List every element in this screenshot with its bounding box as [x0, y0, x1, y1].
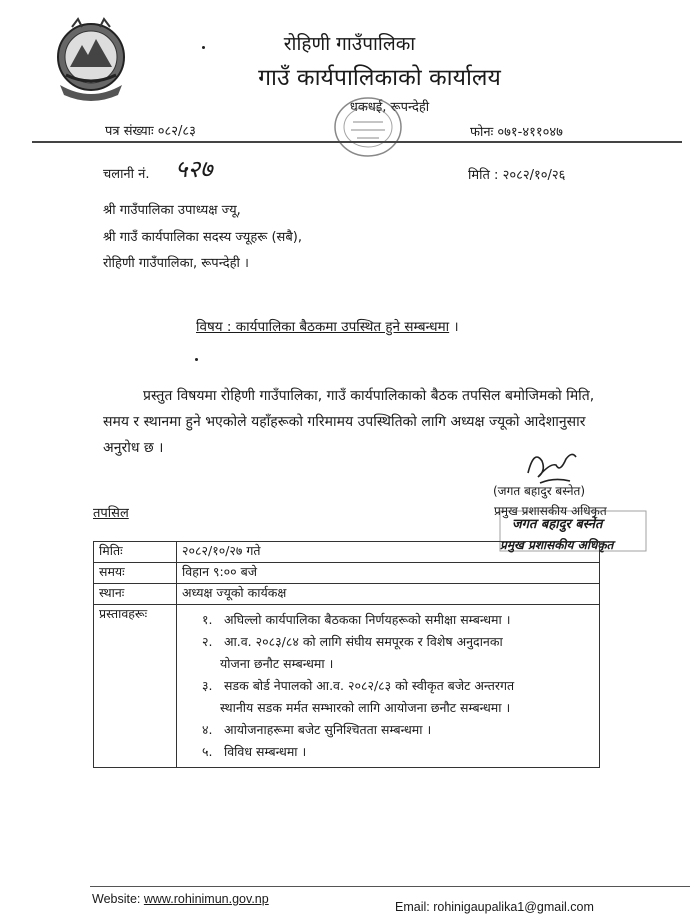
list-item [202, 741, 594, 763]
agenda-number: ४. [202, 722, 213, 737]
agenda-cell [177, 605, 600, 768]
place-value: अध्यक्ष ज्यूको कार्यकक्ष [177, 584, 600, 605]
recipient-line: रोहिणी गाउँपालिका, रूपन्देही । [103, 256, 249, 271]
table-row [94, 563, 600, 584]
agenda-number: २. [202, 634, 213, 649]
footer-email[interactable]: Email: rohinigaupalika1@gmail.com [395, 900, 594, 914]
agenda-text: सडक बोर्ड नेपालको आ.व. २०८२/८३ को स्वीकृत बजेट अन्तरगत [223, 678, 515, 693]
agenda-number: ३. [202, 678, 213, 693]
signatory-name: (जगत बहादुर बस्नेत) [493, 484, 586, 498]
agenda-number: ५. [202, 744, 213, 759]
office-name: गाउँ कार्यपालिकाको कार्यालय [258, 65, 501, 91]
letter-date: मिति : २०८२/१०/२६ [468, 168, 566, 183]
agenda-label: प्रस्तावहरूः [94, 605, 177, 768]
stamp-name: जगत बहादुर बस्नेत [512, 517, 603, 532]
signatory-title: प्रमुख प्रशासकीय अधिकृत [494, 504, 607, 518]
table-row [94, 542, 600, 563]
agenda-text: अघिल्लो कार्यपालिका बैठकका निर्णयहरूको समीक्षा सम्बन्धमा । [223, 612, 511, 627]
list-item [202, 719, 594, 741]
header-divider [32, 141, 682, 143]
phone-number: फोनः ०७१-४११०४७ [470, 125, 563, 140]
office-address: धकधई, रूपन्देही [349, 100, 430, 115]
schedule-heading: तपसिल [93, 506, 129, 521]
subject-text: विषय : कार्यपालिका बैठकमा उपस्थित हुने सम्बन्धमा [196, 319, 450, 335]
footer-website [92, 892, 269, 906]
schedule-table [93, 541, 600, 768]
municipality-name: रोहिणी गाउँपालिका [283, 33, 416, 55]
website-label: Website: [92, 892, 144, 906]
date-value: २०८२/१०/२७ गते [177, 542, 600, 563]
list-item [202, 609, 594, 631]
agenda-continuation: स्थानीय सडक मर्मत सम्भारको लागि आयोजना छनौट सम्बन्धमा । [220, 700, 511, 715]
speck [195, 358, 198, 361]
time-label: समयः [94, 563, 177, 584]
body-text: प्रस्तुत विषयमा रोहिणी गाउँपालिका, गाउँ कार्यपालिकाको बैठक तपसिल बमोजिमको मिति, समय र स्थानमा हुने भएकोले यहाँहरूको गरिमामय उपस्थितिको लागि अध्यक्ष ज्यूको आदेशानुसार अनुरोध छ । [103, 388, 595, 456]
dispatch-number-handwritten: ५२७ [175, 155, 213, 183]
subject-end: । [449, 319, 459, 335]
footer-divider [90, 886, 690, 887]
agenda-text: आ.व. २०८३/८४ को लागि संघीय समपूरक र विशेष अनुदानका [223, 634, 503, 649]
office-seal-stamp [333, 96, 403, 158]
agenda-list [182, 605, 594, 767]
speck [202, 46, 205, 49]
reference-number: पत्र संख्याः ०८२/८३ [105, 124, 196, 139]
date-label: मितिः [94, 542, 177, 563]
agenda-number: १. [202, 612, 213, 627]
agenda-continuation: योजना छनौट सम्बन्धमा । [220, 656, 334, 671]
time-value: विहान ९:०० बजे [177, 563, 600, 584]
agenda-text: विविध सम्बन्धमा । [223, 744, 307, 759]
list-item [202, 631, 594, 675]
agenda-text: आयोजनाहरूमा बजेट सुनिश्चितता सम्बन्धमा । [223, 722, 432, 737]
table-row [94, 605, 600, 768]
table-row [94, 584, 600, 605]
stamp-title: प्रमुख प्रशासकीय अधिकृत [500, 538, 614, 552]
subject-line [196, 317, 459, 335]
recipient-line: श्री गाउँ कार्यपालिका सदस्य ज्यूहरू (सबै), [103, 230, 302, 245]
place-label: स्थानः [94, 584, 177, 605]
recipient-line: श्री गाउँपालिका उपाध्यक्ष ज्यू, [103, 203, 241, 218]
list-item [202, 675, 594, 719]
website-link[interactable]: www.rohinimun.gov.np [143, 892, 269, 906]
dispatch-label: चलानी नं. [103, 167, 150, 182]
